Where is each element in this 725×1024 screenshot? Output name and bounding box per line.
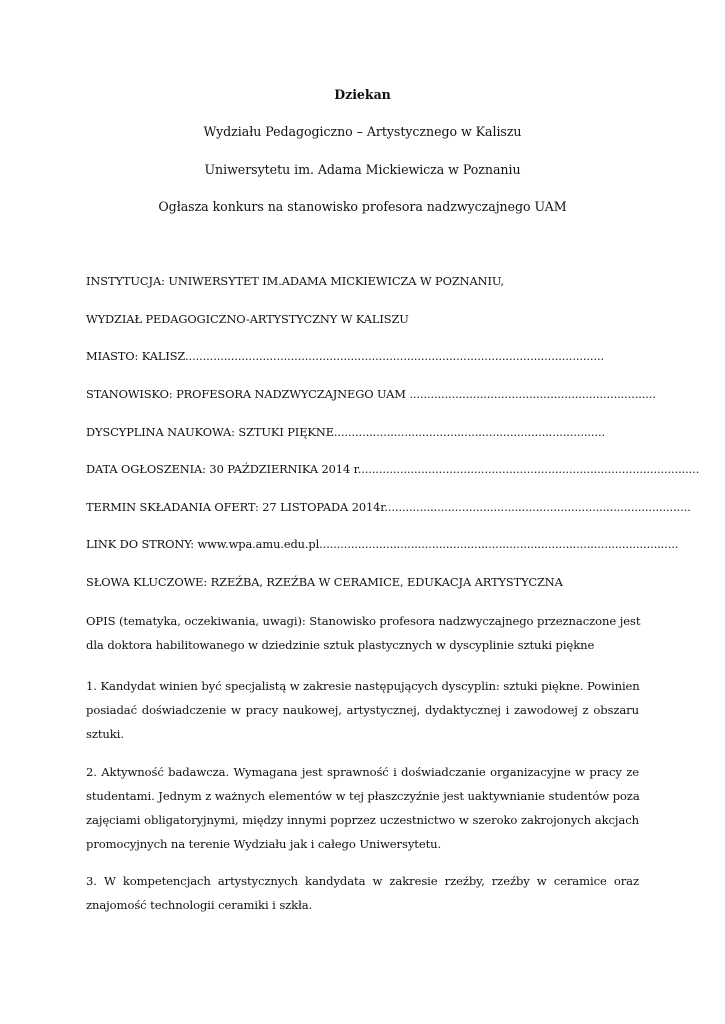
- field-instytucja: INSTYTUCJA: UNIWERSYTET IM.ADAMA MICKIEWICZA W POZNANIU,: [86, 274, 504, 288]
- paragraph-point-2: [86, 760, 639, 856]
- field-termin: TERMIN SKŁADANIA OFERT: 27 LISTOPADA 2014r.......................................................................................: [86, 500, 691, 514]
- paragraph-line: 1. Kandydat winien być specjalistą w zakresie następujących dyscyplin: sztuki piękne. Powinien: [86, 679, 640, 693]
- field-miasto: MIASTO: KALISZ.......................................................................................................................: [86, 349, 605, 363]
- paragraph-point-1: [86, 674, 639, 746]
- paragraph-line: sztuki.: [86, 727, 124, 741]
- paragraph-line: znajomość technologii ceramiki i szkła.: [86, 898, 313, 912]
- heading-university: Uniwersytetu im. Adama Mickiewicza w Poznaniu: [204, 162, 521, 177]
- paragraph-line: 2. Aktywność badawcza. Wymagana jest sprawność i doświadczanie organizacyjne w pracy ze: [86, 765, 639, 779]
- field-data-ogloszenia: DATA OGŁOSZENIA: 30 PAŹDZIERNIKA 2014 r.................................................................................................: [86, 462, 700, 476]
- heading-dziekan: Dziekan: [334, 87, 391, 102]
- field-link: LINK DO STRONY: www.wpa.amu.edu.pl......................................................................................................: [86, 537, 679, 551]
- field-dyscyplina: DYSCYPLINA NAUKOWA: SZTUKI PIĘKNE.............................................................................: [86, 425, 606, 439]
- paragraph-line: promocyjnych na terenie Wydziału jak i całego Uniwersytetu.: [86, 837, 442, 851]
- paragraph-opis: [86, 609, 639, 657]
- heading-announcement: Ogłasza konkurs na stanowisko profesora nadzwyczajnego UAM: [158, 199, 567, 214]
- paragraph-line: studentami. Jednym z ważnych elementów w tej płaszczyźnie jest uaktywnianie studentów poza: [86, 789, 640, 803]
- paragraph-line: dla doktora habilitowanego w dziedzinie sztuk plastycznych w dyscyplinie sztuki piękne: [86, 638, 595, 652]
- paragraph-line: OPIS (tematyka, oczekiwania, uwagi): Stanowisko profesora nadzwyczajnego przeznaczone jest: [86, 614, 641, 628]
- paragraph-line: 3. W kompetencjach artystycznych kandydata w zakresie rzeźby, rzeźby w ceramice oraz: [86, 874, 639, 888]
- paragraph-line: zajęciami obligatoryjnymi, między innymi poprzez uczestnictwo w szeroko zakrojonych akcjach: [86, 813, 639, 827]
- heading-faculty: Wydziału Pedagogiczno – Artystycznego w Kaliszu: [203, 124, 522, 139]
- paragraph-line: posiadać doświadczenie w pracy naukowej, artystycznej, dydaktycznej i zawodowej z obszaru: [86, 703, 639, 717]
- field-slowa-kluczowe: SŁOWA KLUCZOWE: RZEŹBA, RZEŹBA W CERAMICE, EDUKACJA ARTYSTYCZNA: [86, 575, 563, 589]
- field-stanowisko: STANOWISKO: PROFESORA NADZWYCZAJNEGO UAM ......................................................................: [86, 387, 656, 401]
- field-wydzial: WYDZIAŁ PEDAGOGICZNO-ARTYSTYCZNY W KALISZU: [86, 312, 409, 326]
- paragraph-point-3: [86, 869, 639, 917]
